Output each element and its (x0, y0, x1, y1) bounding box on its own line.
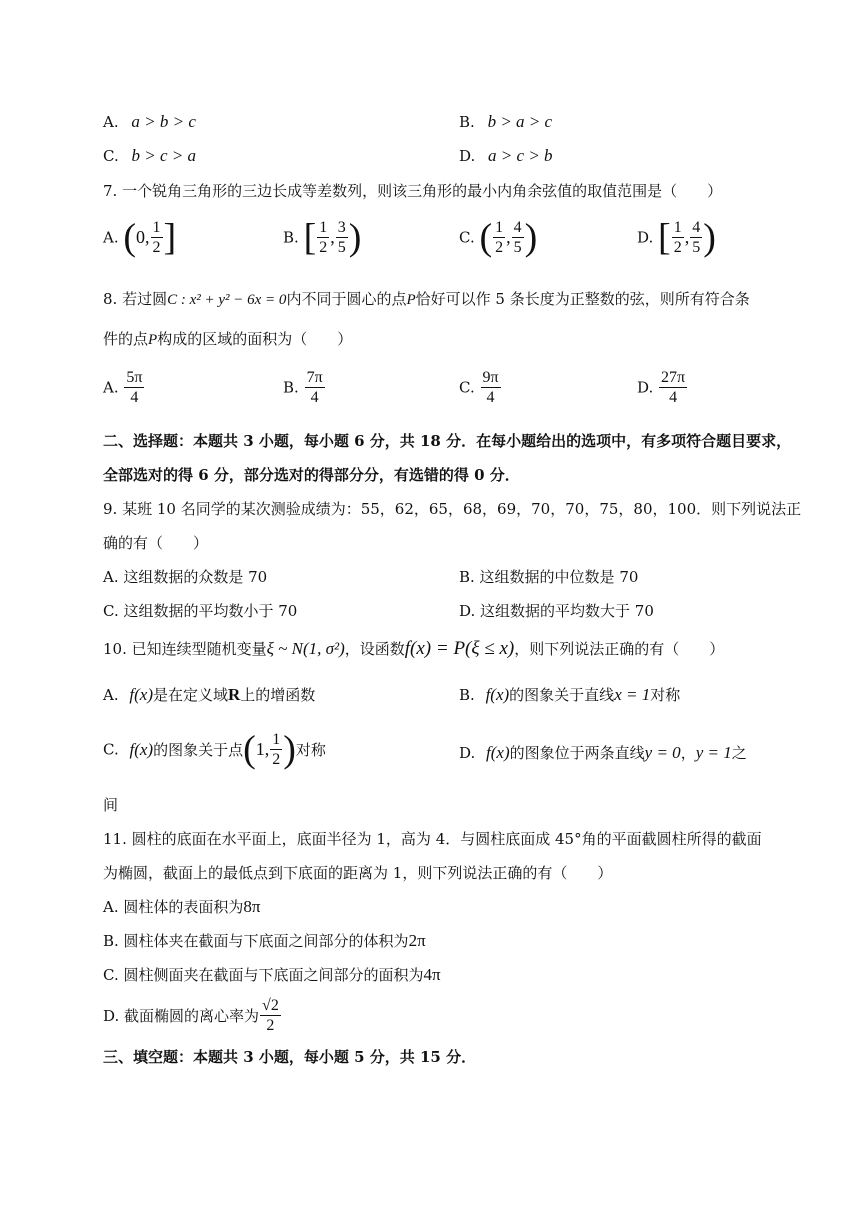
denominator: 5 (337, 239, 346, 256)
q7-stem: 7. 一个锐角三角形的三边长成等差数列，则该三角形的最小内角余弦值的取值范围是（ ） (103, 182, 723, 200)
q9-option-b: B. 这组数据的中位数是 70 (459, 568, 639, 586)
numerator: 27π (661, 369, 686, 386)
stem-text: 8. 若过圆 (103, 290, 168, 308)
option-text: 上的增函数 (240, 686, 316, 704)
distribution-formula: ξ ~ N(1, σ²) (266, 639, 345, 658)
option-text: 的图象关于直线 (509, 686, 615, 704)
stem-text: 件的点 (103, 330, 149, 348)
section2-heading-line2: 全部选对的得 6 分，部分选对的得部分分，有选错的得 0 分． (103, 466, 520, 484)
denominator: 2 (152, 239, 161, 256)
option-label: C. (459, 378, 475, 397)
denominator: 4 (481, 387, 501, 407)
bracket: ) (703, 216, 716, 259)
paren-right: ) (283, 728, 296, 771)
q10-stem (103, 638, 724, 660)
comma: , (145, 227, 150, 247)
point-p: P (148, 332, 158, 348)
point-x: 1, (255, 739, 270, 759)
fraction (672, 218, 684, 257)
section2-heading-line1: 二、选择题：本题共 3 小题，每小题 6 分，共 18 分．在每小题给出的选项中，有多项符合题目要求， (103, 432, 792, 450)
q8-stem-line2 (103, 328, 352, 349)
bracket: ] (163, 216, 177, 259)
line-equation: y = 0 (644, 743, 681, 762)
interval-start: 0 (136, 227, 146, 247)
option-text: 的图象位于两条直线 (509, 744, 645, 762)
stem-text: ，设函数 (344, 640, 405, 658)
option-text: 对称 (295, 741, 326, 759)
q11-option-c (103, 964, 441, 985)
comma: , (506, 227, 511, 247)
option-value: 2π (408, 931, 426, 950)
option-label: C. (103, 147, 119, 165)
q8-option-b (283, 368, 326, 407)
q10-option-c (103, 730, 326, 769)
section3-heading: 三、填空题：本题共 3 小题，每小题 5 分，共 15 分． (103, 1048, 477, 1066)
fraction (659, 368, 687, 407)
q9-stem-line2: 确的有（ ） (103, 534, 209, 552)
function-symbol: f(x) (486, 743, 510, 762)
option-text: D. 截面椭圆的离心率为 (103, 1007, 260, 1025)
fraction (493, 218, 505, 257)
option-text: 是在定义域 (152, 686, 228, 704)
q6-option-c (103, 146, 196, 166)
q6-option-b (459, 112, 552, 132)
numerator: 1 (673, 219, 682, 236)
option-label: A. (103, 228, 119, 247)
numerator: 1 (495, 219, 504, 236)
option-math: a > c > b (488, 146, 553, 165)
q8-option-a (103, 368, 145, 407)
real-set-symbol: R (228, 685, 241, 704)
option-label: A. (103, 686, 119, 704)
option-text: B. 圆柱体夹在截面与下底面之间部分的体积为 (103, 932, 409, 950)
fraction (270, 730, 282, 769)
fraction (481, 368, 501, 407)
numerator: 1 (152, 219, 161, 236)
option-text: 的图象关于点 (153, 741, 244, 759)
function-symbol: f(x) (129, 685, 153, 704)
q8-option-c (459, 368, 502, 407)
denominator: 2 (272, 751, 281, 768)
option-label: D. (637, 228, 654, 247)
q8-option-d (637, 368, 688, 407)
stem-text: ，则下列说法正确的有（ ） (514, 640, 725, 658)
bracket: [ (303, 216, 317, 259)
option-label: C. (459, 228, 475, 247)
option-label: D. (459, 744, 476, 762)
numerator: 9π (482, 369, 499, 386)
option-math: b > a > c (487, 112, 553, 131)
q8-stem-line1 (103, 288, 750, 309)
q7-option-c (459, 218, 537, 257)
bracket: ( (123, 216, 137, 259)
denominator: 2 (495, 239, 504, 256)
line-equation: y = 1 (695, 743, 732, 762)
option-text: 对称 (650, 686, 681, 704)
bracket: ) (524, 216, 538, 259)
numerator: 7π (306, 369, 323, 386)
q7-option-d (637, 218, 716, 257)
numerator: 4 (513, 219, 522, 236)
q11-stem-line2: 为椭圆，截面上的最低点到下底面的距离为 1，则下列说法正确的有（ ） (103, 864, 613, 882)
denominator: 2 (266, 1017, 275, 1034)
fraction (260, 996, 281, 1035)
q7-option-a (103, 218, 176, 257)
option-label: B. (459, 113, 475, 131)
q9-stem-line1: 9. 某班 10 名同学的某次测验成绩为：55，62，65，68，69，70，70，75，80，100．则下列说法正 (103, 500, 802, 518)
bracket: [ (658, 216, 671, 259)
fraction (512, 218, 524, 257)
fraction (124, 368, 144, 407)
option-value: 4π (423, 965, 441, 984)
q9-option-a: A. 这组数据的众数是 70 (103, 568, 268, 586)
q11-option-a (103, 896, 260, 917)
fraction (151, 218, 163, 257)
q10-option-b (459, 684, 680, 705)
numerator: 5π (126, 369, 143, 386)
comma: , (330, 227, 335, 247)
bracket: ( (479, 216, 493, 259)
option-label: B. (283, 378, 299, 397)
q10-option-d (459, 742, 747, 763)
stem-text: 10. 已知连续型随机变量 (103, 640, 267, 658)
numerator: 1 (272, 731, 281, 748)
option-label: B. (459, 686, 475, 704)
option-label: B. (283, 228, 299, 247)
q6-option-a (103, 112, 196, 132)
circle-equation: C : x² + y² − 6x = 0 (167, 292, 287, 308)
option-text: A. 圆柱体的表面积为 (103, 898, 244, 916)
option-text: C. 圆柱侧面夹在截面与下底面之间部分的面积为 (103, 966, 424, 984)
numerator: 4 (692, 219, 701, 236)
option-label: D. (637, 378, 654, 397)
fraction (690, 218, 702, 257)
option-text: 之 (731, 744, 747, 762)
stem-text: 内不同于圆心的点 (286, 290, 407, 308)
q11-option-b (103, 930, 426, 951)
q9-option-d: D. 这组数据的平均数大于 70 (459, 602, 654, 620)
bracket: ) (348, 216, 362, 259)
q6-option-d (459, 146, 553, 166)
denominator: 4 (305, 387, 325, 407)
option-label: C. (103, 740, 119, 759)
option-label: D. (459, 147, 476, 165)
numerator: 1 (319, 219, 328, 236)
point-p: P (406, 292, 416, 308)
line-equation: x = 1 (614, 685, 651, 704)
fraction (305, 368, 325, 407)
option-math: b > c > a (131, 146, 196, 165)
denominator: 5 (692, 239, 701, 256)
denominator: 5 (513, 239, 522, 256)
option-label: A. (103, 113, 119, 131)
stem-text: 恰好可以作 5 条长度为正整数的弦，则所有符合条 (415, 290, 750, 308)
denominator: 4 (124, 387, 144, 407)
numerator: √2 (262, 997, 279, 1014)
stem-text: 构成的区域的面积为（ ） (157, 330, 353, 348)
option-value: 8π (243, 897, 261, 916)
q11-option-d (103, 996, 282, 1035)
q10-option-a (103, 684, 315, 705)
fraction (317, 218, 329, 257)
option-math: a > b > c (131, 112, 196, 131)
q11-stem-line1: 11. 圆柱的底面在水平面上，底面半径为 1，高为 4．与圆柱底面成 45°角的平面截圆柱所得的截面 (103, 830, 762, 848)
option-label: A. (103, 378, 119, 397)
comma: , (684, 227, 690, 247)
function-symbol: f(x) (129, 739, 154, 759)
q10-option-d-wrap: 间 (103, 796, 119, 814)
paren-left: ( (243, 728, 256, 771)
denominator: 2 (673, 239, 682, 256)
q7-option-b (283, 218, 361, 257)
option-text: ， (680, 744, 696, 762)
q9-option-c: C. 这组数据的平均数小于 70 (103, 602, 298, 620)
numerator: 3 (337, 219, 346, 236)
denominator: 2 (319, 239, 328, 256)
function-symbol: f(x) (485, 685, 510, 704)
fraction (336, 218, 348, 257)
denominator: 4 (659, 387, 687, 407)
function-definition: f(x) = P(ξ ≤ x) (404, 638, 515, 659)
